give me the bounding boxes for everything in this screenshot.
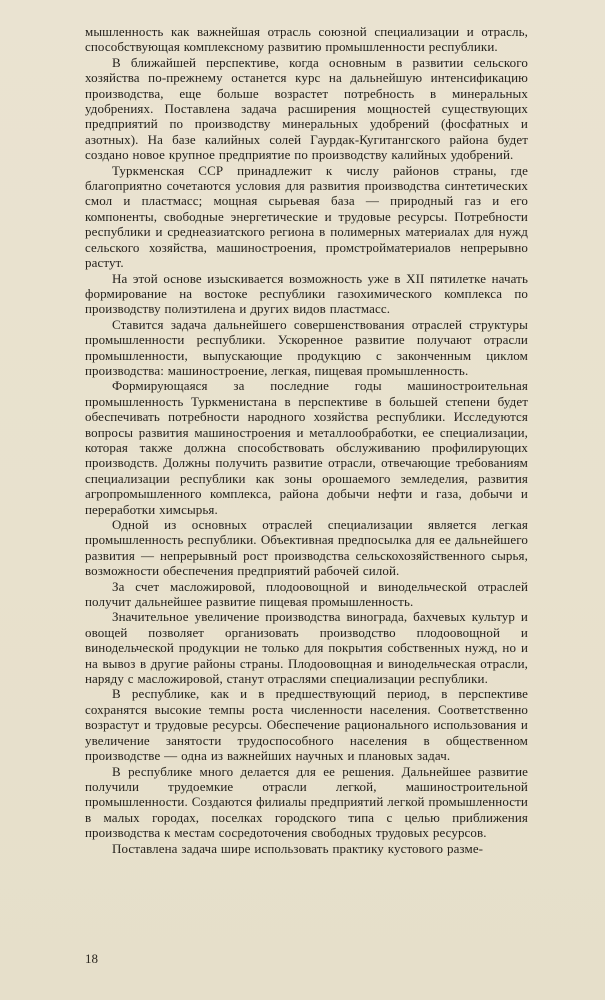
page-number: 18 — [85, 951, 98, 966]
paragraph: За счет масложировой, плодоовощной и винодельческой отраслей получит дальнейшее развитие пищевая промышленность. — [85, 578, 528, 610]
paragraph: В республике, как и в предшествующий период, в перспективе сохранятся высокие темпы роста численности населения. Соответственно возрастут и трудовые ресурсы. Обеспечение рационального использования и увеличение занятости трудоспособного населения в общественном производстве — одна из важнейших научных и плановых задач. — [85, 686, 528, 764]
paragraph: В ближайшей перспективе, когда основным в развитии сельского хозяйства по-прежнему останется курс на дальнейшую интенсификацию производства, еще больше возрастет потребность в минеральных удобрениях. Поставлена задача расширения мощностей существующих предприятий по производству минеральных удобрений (фосфатных и азотных). На базе калийных солей Гаурдак-Кугитангского района будет создано новое крупное предприятие по производству калийных удобрений. — [85, 54, 528, 163]
paragraph: Поставлена задача шире использовать практику кустового разме- — [112, 840, 484, 856]
paragraph: В республике много делается для ее решения. Дальнейшее развитие получили трудоемкие отрасли легкой, машиностроительной промышленности. Создаются филиалы предприятий легкой промышленности в малых городах, поселках городского типа с целью приближения производства к местам сосредоточения свободных трудовых ресурсов. — [85, 763, 528, 841]
paragraph: На этой основе изыскивается возможность уже в XII пятилетке начать формирование на востоке республики газохимического комплекса по производству полиэтилена и других видов пластмасс. — [85, 270, 528, 317]
paragraph: Значительное увеличение производства винограда, бахчевых культур и овощей позволяет организовать производство плодоовощной и винодельческой продукции не только для покрытия собственных нужд, но и на вывоз в другие районы страны. Плодоовощная и винодельческая отрасли, наряду с масложировой, станут отраслями специализации республики. — [85, 609, 528, 687]
paragraph: мышленность как важнейшая отрасль союзной специализации и отрасль, способствующая комплексному развитию промышленности республики. — [85, 24, 528, 55]
paragraph: Формирующаяся за последние годы машиностроительная промышленность Туркменистана в перспективе в большей степени будет обеспечивать потребности народного хозяйства республики. Исследуются вопросы развития машиностроения и металлообработки, ее специализации, которая также должна способствовать обслуживанию профилирующих производств. Должны получить развитие отрасли, отвечающие требованиям специализации республики как зоны орошаемого земледелия, развития агропромышленного комплекса, района добычи нефти и газа, добычи и переработки химсырья. — [85, 378, 528, 517]
paragraph: Ставится задача дальнейшего совершенствования отраслей структуры промышленности республики. Ускоренное развитие получают отрасли промышленности, выпускающие продукцию с законченным циклом производства: машиностроение, легкая, пищевая промышленность. — [85, 316, 528, 378]
paragraph: Туркменская ССР принадлежит к числу районов страны, где благоприятно сочетаются условия для развития производства синтетических смол и пластмасс; мощная сырьевая база — природный газ и его компоненты, свободные энергетические и трудовые ресурсы. Потребности республики и среднеазиатского региона в полимерных материалах для нужд сельского хозяйства, машиностроения, промстройматериалов непрерывно растут. — [85, 162, 528, 271]
paragraph: Одной из основных отраслей специализации является легкая промышленность республики. Объективная предпосылка для ее дальнейшего развития — непрерывный рост производства сельскохозяйственного сырья, возможности обеспечения предприятий рабочей силой. — [85, 517, 528, 579]
text-column — [85, 24, 528, 856]
